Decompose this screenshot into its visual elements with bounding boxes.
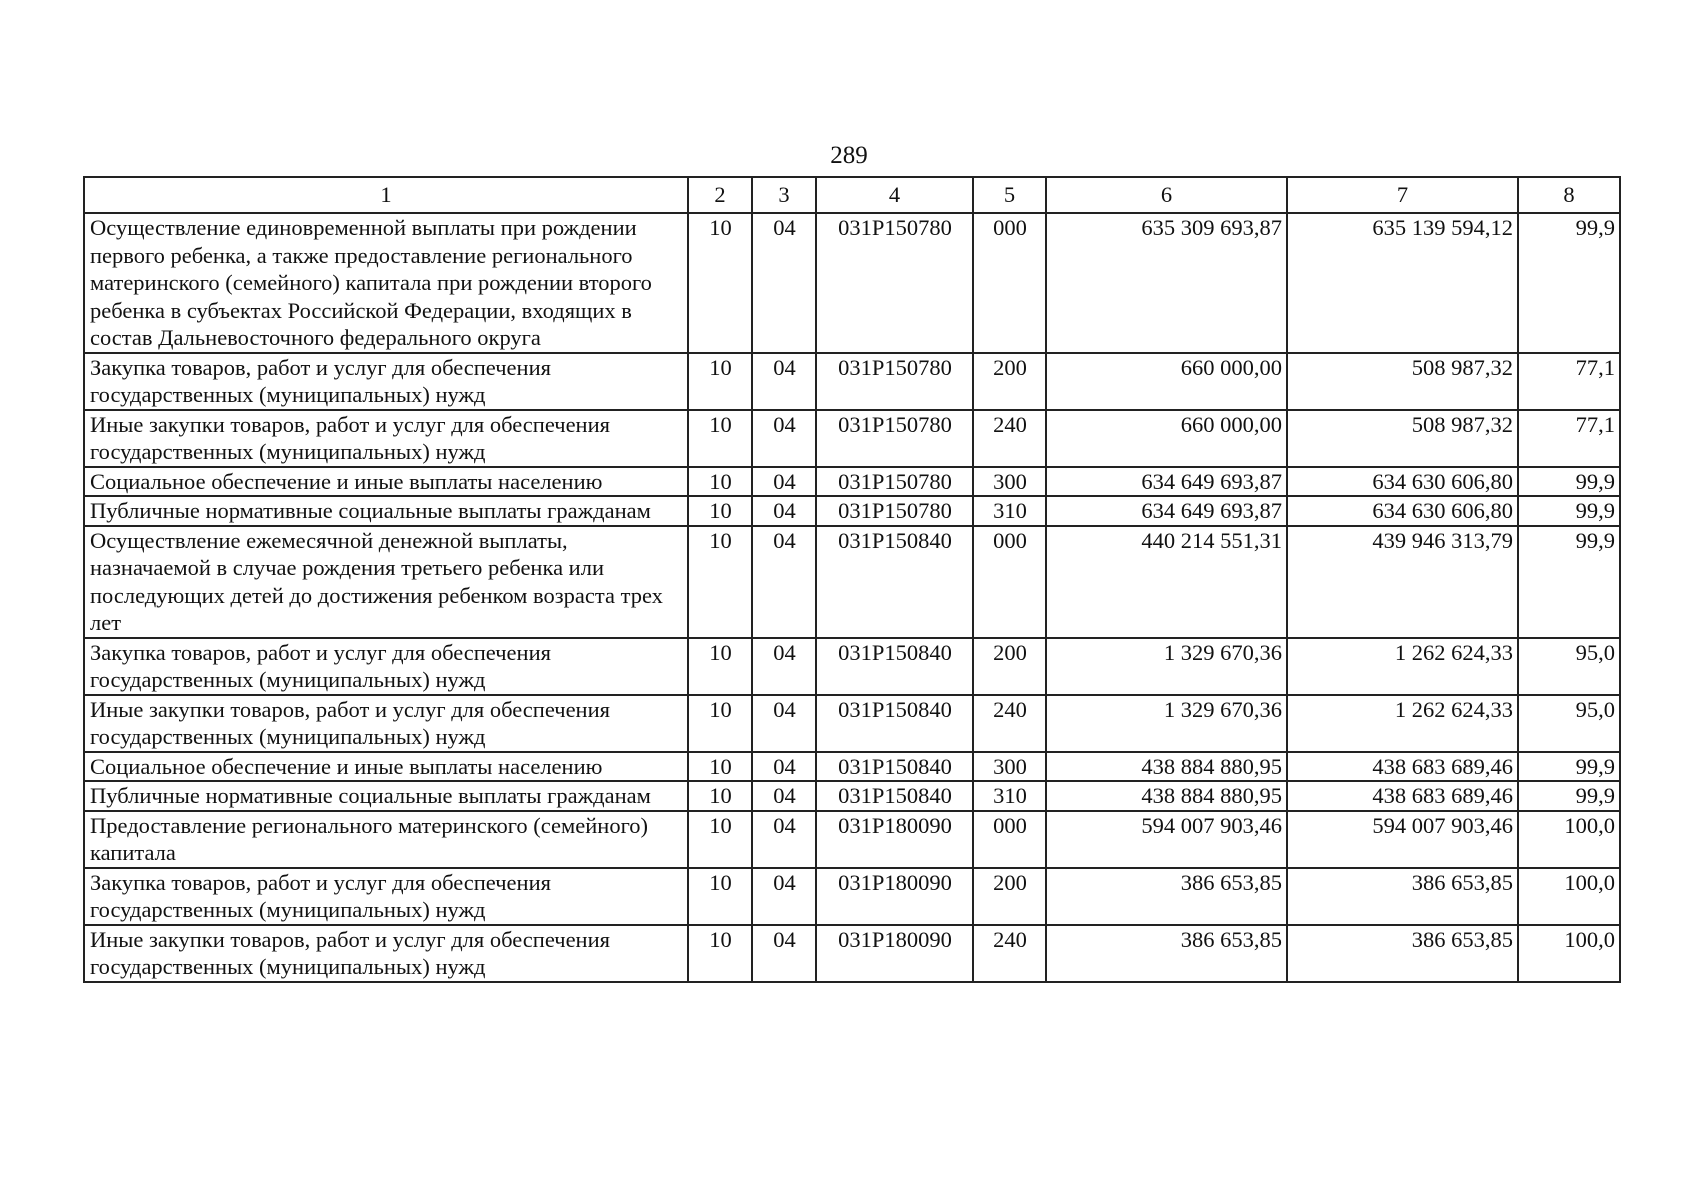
expense-type-code: 000 (973, 213, 1046, 353)
execution-percent: 100,0 (1518, 868, 1620, 925)
expense-type-code: 000 (973, 811, 1046, 868)
actual-amount: 438 683 689,46 (1287, 752, 1518, 782)
row-description: Закупка товаров, работ и услуг для обеспечения государственных (муниципальных) нужд (84, 638, 688, 695)
planned-amount: 1 329 670,36 (1046, 638, 1287, 695)
execution-percent: 99,9 (1518, 526, 1620, 638)
target-article-code: 031Р150840 (816, 752, 973, 782)
header-cell: 6 (1046, 177, 1287, 213)
section-code: 10 (688, 213, 752, 353)
table-row (84, 526, 1620, 638)
section-code: 10 (688, 353, 752, 410)
expense-type-code: 310 (973, 781, 1046, 811)
header-cell: 5 (973, 177, 1046, 213)
expense-type-code: 000 (973, 526, 1046, 638)
actual-amount: 386 653,85 (1287, 925, 1518, 982)
subsection-code: 04 (752, 638, 816, 695)
section-code: 10 (688, 410, 752, 467)
execution-percent: 99,9 (1518, 213, 1620, 353)
section-code: 10 (688, 781, 752, 811)
planned-amount: 438 884 880,95 (1046, 781, 1287, 811)
subsection-code: 04 (752, 752, 816, 782)
execution-percent: 95,0 (1518, 638, 1620, 695)
section-code: 10 (688, 695, 752, 752)
target-article-code: 031Р180090 (816, 868, 973, 925)
actual-amount: 635 139 594,12 (1287, 213, 1518, 353)
expense-type-code: 200 (973, 868, 1046, 925)
header-cell: 8 (1518, 177, 1620, 213)
budget-table (83, 176, 1621, 983)
actual-amount: 438 683 689,46 (1287, 781, 1518, 811)
execution-percent: 99,9 (1518, 467, 1620, 497)
row-description: Иные закупки товаров, работ и услуг для обеспечения государственных (муниципальных) нужд (84, 695, 688, 752)
expense-type-code: 300 (973, 752, 1046, 782)
planned-amount: 438 884 880,95 (1046, 752, 1287, 782)
section-code: 10 (688, 638, 752, 695)
subsection-code: 04 (752, 353, 816, 410)
subsection-code: 04 (752, 781, 816, 811)
subsection-code: 04 (752, 811, 816, 868)
row-description: Предоставление регионального материнского (семейного) капитала (84, 811, 688, 868)
section-code: 10 (688, 526, 752, 638)
table-row (84, 868, 1620, 925)
table-row (84, 781, 1620, 811)
execution-percent: 77,1 (1518, 410, 1620, 467)
planned-amount: 634 649 693,87 (1046, 496, 1287, 526)
target-article-code: 031Р150780 (816, 213, 973, 353)
expense-type-code: 200 (973, 353, 1046, 410)
section-code: 10 (688, 467, 752, 497)
actual-amount: 634 630 606,80 (1287, 496, 1518, 526)
table-row (84, 925, 1620, 982)
planned-amount: 440 214 551,31 (1046, 526, 1287, 638)
actual-amount: 439 946 313,79 (1287, 526, 1518, 638)
expense-type-code: 300 (973, 467, 1046, 497)
subsection-code: 04 (752, 410, 816, 467)
target-article-code: 031Р180090 (816, 811, 973, 868)
row-description: Иные закупки товаров, работ и услуг для обеспечения государственных (муниципальных) нужд (84, 925, 688, 982)
planned-amount: 386 653,85 (1046, 868, 1287, 925)
actual-amount: 1 262 624,33 (1287, 695, 1518, 752)
subsection-code: 04 (752, 213, 816, 353)
expense-type-code: 240 (973, 695, 1046, 752)
expense-type-code: 310 (973, 496, 1046, 526)
execution-percent: 99,9 (1518, 752, 1620, 782)
planned-amount: 635 309 693,87 (1046, 213, 1287, 353)
table-row (84, 752, 1620, 782)
row-description: Публичные нормативные социальные выплаты гражданам (84, 496, 688, 526)
row-description: Закупка товаров, работ и услуг для обеспечения государственных (муниципальных) нужд (84, 353, 688, 410)
target-article-code: 031Р150840 (816, 695, 973, 752)
header-cell: 7 (1287, 177, 1518, 213)
subsection-code: 04 (752, 868, 816, 925)
row-description: Социальное обеспечение и иные выплаты населению (84, 752, 688, 782)
actual-amount: 386 653,85 (1287, 868, 1518, 925)
table-row (84, 353, 1620, 410)
page-number: 289 (830, 142, 868, 169)
row-description: Закупка товаров, работ и услуг для обеспечения государственных (муниципальных) нужд (84, 868, 688, 925)
table-row (84, 638, 1620, 695)
table-row (84, 695, 1620, 752)
header-row (84, 177, 1620, 213)
actual-amount: 634 630 606,80 (1287, 467, 1518, 497)
execution-percent: 99,9 (1518, 781, 1620, 811)
execution-percent: 77,1 (1518, 353, 1620, 410)
expense-type-code: 240 (973, 925, 1046, 982)
target-article-code: 031Р180090 (816, 925, 973, 982)
execution-percent: 99,9 (1518, 496, 1620, 526)
actual-amount: 594 007 903,46 (1287, 811, 1518, 868)
subsection-code: 04 (752, 526, 816, 638)
expense-type-code: 240 (973, 410, 1046, 467)
section-code: 10 (688, 925, 752, 982)
table-row (84, 496, 1620, 526)
actual-amount: 1 262 624,33 (1287, 638, 1518, 695)
expense-type-code: 200 (973, 638, 1046, 695)
planned-amount: 660 000,00 (1046, 410, 1287, 467)
section-code: 10 (688, 868, 752, 925)
table-row (84, 213, 1620, 353)
target-article-code: 031Р150780 (816, 467, 973, 497)
execution-percent: 95,0 (1518, 695, 1620, 752)
header-cell: 3 (752, 177, 816, 213)
section-code: 10 (688, 752, 752, 782)
subsection-code: 04 (752, 496, 816, 526)
row-description: Осуществление единовременной выплаты при рождении первого ребенка, а также предоставление регионального материнского (семейного) капитала при рождении второго ребенка в субъектах Российской Федерации, входящих в состав Дальневосточного федерального округа (84, 213, 688, 353)
planned-amount: 634 649 693,87 (1046, 467, 1287, 497)
table-row (84, 410, 1620, 467)
subsection-code: 04 (752, 925, 816, 982)
actual-amount: 508 987,32 (1287, 353, 1518, 410)
execution-percent: 100,0 (1518, 925, 1620, 982)
planned-amount: 386 653,85 (1046, 925, 1287, 982)
target-article-code: 031Р150840 (816, 781, 973, 811)
target-article-code: 031Р150840 (816, 526, 973, 638)
table-row (84, 467, 1620, 497)
planned-amount: 660 000,00 (1046, 353, 1287, 410)
row-description: Иные закупки товаров, работ и услуг для обеспечения государственных (муниципальных) нужд (84, 410, 688, 467)
row-description: Публичные нормативные социальные выплаты гражданам (84, 781, 688, 811)
header-cell: 2 (688, 177, 752, 213)
table-row (84, 811, 1620, 868)
planned-amount: 594 007 903,46 (1046, 811, 1287, 868)
row-description: Осуществление ежемесячной денежной выплаты, назначаемой в случае рождения третьего ребенка или последующих детей до достижения ребенком возраста трех лет (84, 526, 688, 638)
section-code: 10 (688, 496, 752, 526)
subsection-code: 04 (752, 467, 816, 497)
subsection-code: 04 (752, 695, 816, 752)
target-article-code: 031Р150840 (816, 638, 973, 695)
header-cell: 1 (84, 177, 688, 213)
target-article-code: 031Р150780 (816, 353, 973, 410)
header-cell: 4 (816, 177, 973, 213)
row-description: Социальное обеспечение и иные выплаты населению (84, 467, 688, 497)
target-article-code: 031Р150780 (816, 410, 973, 467)
target-article-code: 031Р150780 (816, 496, 973, 526)
planned-amount: 1 329 670,36 (1046, 695, 1287, 752)
section-code: 10 (688, 811, 752, 868)
actual-amount: 508 987,32 (1287, 410, 1518, 467)
execution-percent: 100,0 (1518, 811, 1620, 868)
table-body (84, 213, 1620, 982)
